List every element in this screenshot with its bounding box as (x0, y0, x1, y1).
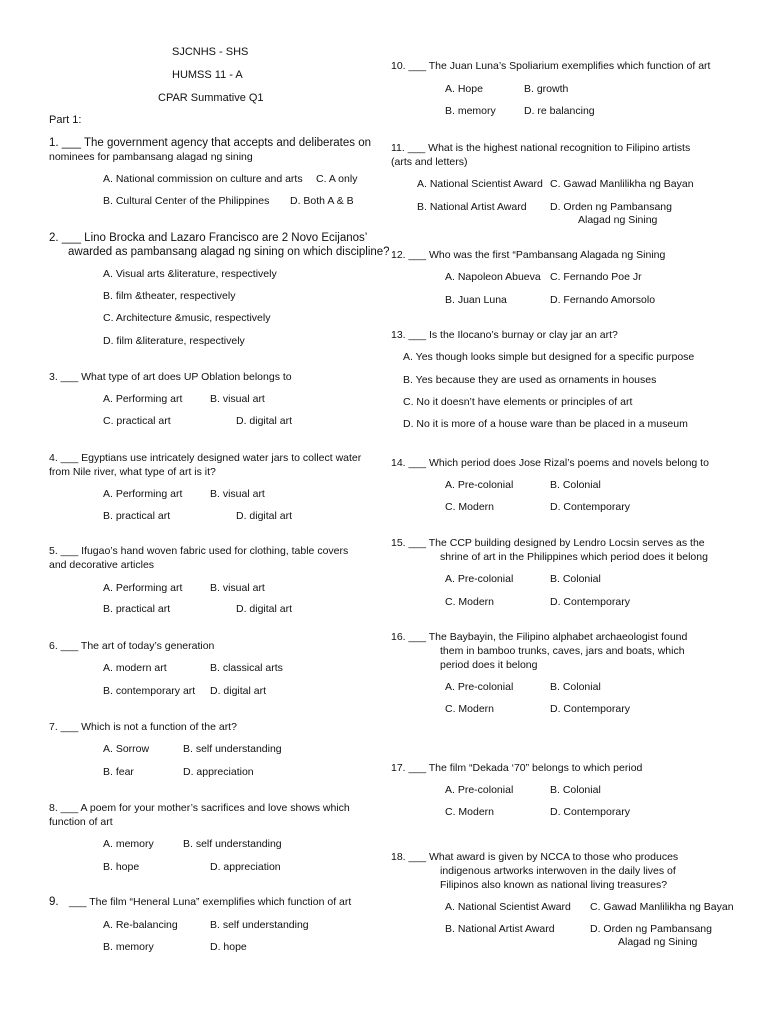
q7-option-a: A. Sorrow (103, 743, 150, 755)
q4-line2: from Nile river, what type of art is it? (49, 466, 216, 478)
q15-line2: shrine of art in the Philippines which period does it belong (440, 551, 708, 563)
q15-option-a: A. Pre-colonial (445, 573, 514, 585)
q14-option-b: B. Colonial (550, 479, 601, 491)
q1-option-a: A. National commission on culture and arts (103, 173, 303, 185)
q4-option-a: A. Performing art (103, 488, 183, 500)
q12-option-b: B. Juan Luna (445, 294, 507, 306)
q8-option-c: B. hope (103, 861, 140, 873)
q18-option-b: B. National Artist Award (445, 923, 555, 935)
q12-line1: 12. ___ Who was the first “Pambansang Alagada ng Sining (391, 249, 666, 261)
q1-option-b: B. Cultural Center of the Philippines (103, 195, 270, 207)
q8-option-d: D. appreciation (210, 861, 281, 873)
q6-line1: 6. ___ The art of today’s generation (49, 640, 215, 652)
q10-option-c: B. memory (445, 105, 496, 117)
section-name: HUMSS 11 - A (172, 69, 243, 81)
q16-option-d: D. Contemporary (550, 703, 630, 715)
q1-line2: nominees for pambansang alagad ng sining (49, 151, 253, 163)
q17-line1: 17. ___ The film “Dekada ‘70” belongs to which period (391, 762, 643, 774)
q6-option-a: A. modern art (103, 662, 167, 674)
q7-line1: 7. ___ Which is not a function of the art? (49, 721, 237, 733)
q11-option-d-cont: Alagad ng Sining (578, 214, 658, 226)
q13-option-d: D. No it is more of a house ware than be placed in a museum (403, 418, 688, 430)
q18-option-d-cont: Alagad ng Sining (618, 936, 698, 948)
q17-option-c: C. Modern (445, 806, 495, 818)
q2-option-c: C. Architecture &music, respectively (103, 312, 271, 324)
q3-option-c: C. practical art (103, 415, 171, 427)
q12-option-d: D. Fernando Amorsolo (550, 294, 656, 306)
q1-option-d: D. Both A & B (290, 195, 354, 207)
q7-option-c: B. fear (103, 766, 134, 778)
q5-line2: and decorative articles (49, 559, 155, 571)
q11-line2: (arts and letters) (391, 156, 468, 168)
q4-option-b: B. visual art (210, 488, 265, 500)
q4-line1: 4. ___ Egyptians use intricately designed water jars to collect water (49, 452, 362, 464)
q5-option-a: A. Performing art (103, 582, 183, 594)
q18-line1: 18. ___ What award is given by NCCA to those who produces (391, 851, 679, 863)
q9-option-d: D. hope (210, 941, 247, 953)
q2-line1: 2. ___ Lino Brocka and Lazaro Francisco are 2 Novo Ecijanos’ (49, 232, 368, 244)
q8-option-b: B. self understanding (183, 838, 282, 850)
q12-option-c: C. Fernando Poe Jr (550, 271, 642, 283)
q15-line1: 15. ___ The CCP building designed by Lendro Locsin serves as the (391, 537, 705, 549)
q7-option-d: D. appreciation (183, 766, 254, 778)
q18-option-c: C. Gawad Manlilikha ng Bayan (590, 901, 734, 913)
q5-option-b: B. visual art (210, 582, 265, 594)
q11-option-a: A. National Scientist Award (417, 178, 543, 190)
q15-option-d: D. Contemporary (550, 596, 630, 608)
q3-option-a: A. Performing art (103, 393, 183, 405)
q17-option-b: B. Colonial (550, 784, 601, 796)
q15-option-c: C. Modern (445, 596, 495, 608)
q16-line1: 16. ___ The Baybayin, the Filipino alphabet archaeologist found (391, 631, 688, 643)
q16-option-b: B. Colonial (550, 681, 601, 693)
q16-line3: period does it belong (440, 659, 538, 671)
q11-option-c: C. Gawad Manlilikha ng Bayan (550, 178, 694, 190)
q8-line1: 8. ___ A poem for your mother’s sacrifices and love shows which (49, 802, 350, 814)
q18-option-d: D. Orden ng Pambansang (590, 923, 712, 935)
q8-line2: function of art (49, 816, 113, 828)
q14-line1: 14. ___ Which period does Jose Rizal’s poems and novels belong to (391, 457, 709, 469)
q10-option-a: A. Hope (445, 83, 483, 95)
q13-option-c: C. No it doesn’t have elements or principles of art (403, 396, 633, 408)
q18-option-a: A. National Scientist Award (445, 901, 571, 913)
q9-number: 9. (49, 896, 59, 908)
q13-line1: 13. ___ Is the Ilocano’s burnay or clay jar an art? (391, 329, 618, 341)
q2-line2: awarded as pambansang alagad ng sining on which discipline? (68, 246, 390, 258)
q7-option-b: B. self understanding (183, 743, 282, 755)
q6-option-b: B. classical arts (210, 662, 283, 674)
q18-line2: indigenous artworks interwoven in the daily lives of (440, 865, 676, 877)
q3-option-b: B. visual art (210, 393, 265, 405)
q2-option-a: A. Visual arts &literature, respectively (103, 268, 277, 280)
exam-title: CPAR Summative Q1 (158, 92, 264, 104)
q6-option-c: B. contemporary art (103, 685, 196, 697)
q13-option-a: A. Yes though looks simple but designed for a specific purpose (403, 351, 695, 363)
q9-line1: ___ The film “Heneral Luna” exemplifies which function of art (69, 896, 352, 908)
q6-option-d: D. digital art (210, 685, 267, 697)
q2-option-d: D. film &literature, respectively (103, 335, 245, 347)
q16-line2: them in bamboo trunks, caves, jars and boats, which (440, 645, 685, 657)
q9-option-b: B. self understanding (210, 919, 309, 931)
q9-option-a: A. Re-balancing (103, 919, 178, 931)
q1-option-c: C. A only (316, 173, 358, 185)
q17-option-d: D. Contemporary (550, 806, 630, 818)
q17-option-a: A. Pre-colonial (445, 784, 514, 796)
q9-option-c: B. memory (103, 941, 154, 953)
q5-option-d: D. digital art (236, 603, 293, 615)
q15-option-b: B. Colonial (550, 573, 601, 585)
q10-option-d: D. re balancing (524, 105, 595, 117)
q5-option-c: B. practical art (103, 603, 171, 615)
q4-option-c: B. practical art (103, 510, 171, 522)
school-name: SJCNHS - SHS (172, 46, 249, 58)
q8-option-a: A. memory (103, 838, 154, 850)
q14-option-c: C. Modern (445, 501, 495, 513)
q12-option-a: A. Napoleon Abueva (445, 271, 541, 283)
q1-line1: 1. ___ The government agency that accepts and deliberates on (49, 137, 372, 149)
q3-line1: 3. ___ What type of art does UP Oblation belongs to (49, 371, 292, 383)
q11-option-d: D. Orden ng Pambansang (550, 201, 672, 213)
q11-line1: 11. ___ What is the highest national recognition to Filipino artists (391, 142, 691, 154)
q14-option-d: D. Contemporary (550, 501, 630, 513)
q4-option-d: D. digital art (236, 510, 293, 522)
q2-option-b: B. film &theater, respectively (103, 290, 236, 302)
q11-option-b: B. National Artist Award (417, 201, 527, 213)
q14-option-a: A. Pre-colonial (445, 479, 514, 491)
part-label: Part 1: (49, 114, 82, 126)
q18-line3: Filipinos also known as national living treasures? (440, 879, 668, 891)
q5-line1: 5. ___ Ifugao’s hand woven fabric used for clothing, table covers (49, 545, 349, 557)
q10-option-b: B. growth (524, 83, 569, 95)
q16-option-a: A. Pre-colonial (445, 681, 514, 693)
q10-line1: 10. ___ The Juan Luna’s Spoliarium exemplifies which function of art (391, 60, 711, 72)
q13-option-b: B. Yes because they are used as ornaments in houses (403, 374, 657, 386)
q16-option-c: C. Modern (445, 703, 495, 715)
q3-option-d: D. digital art (236, 415, 293, 427)
